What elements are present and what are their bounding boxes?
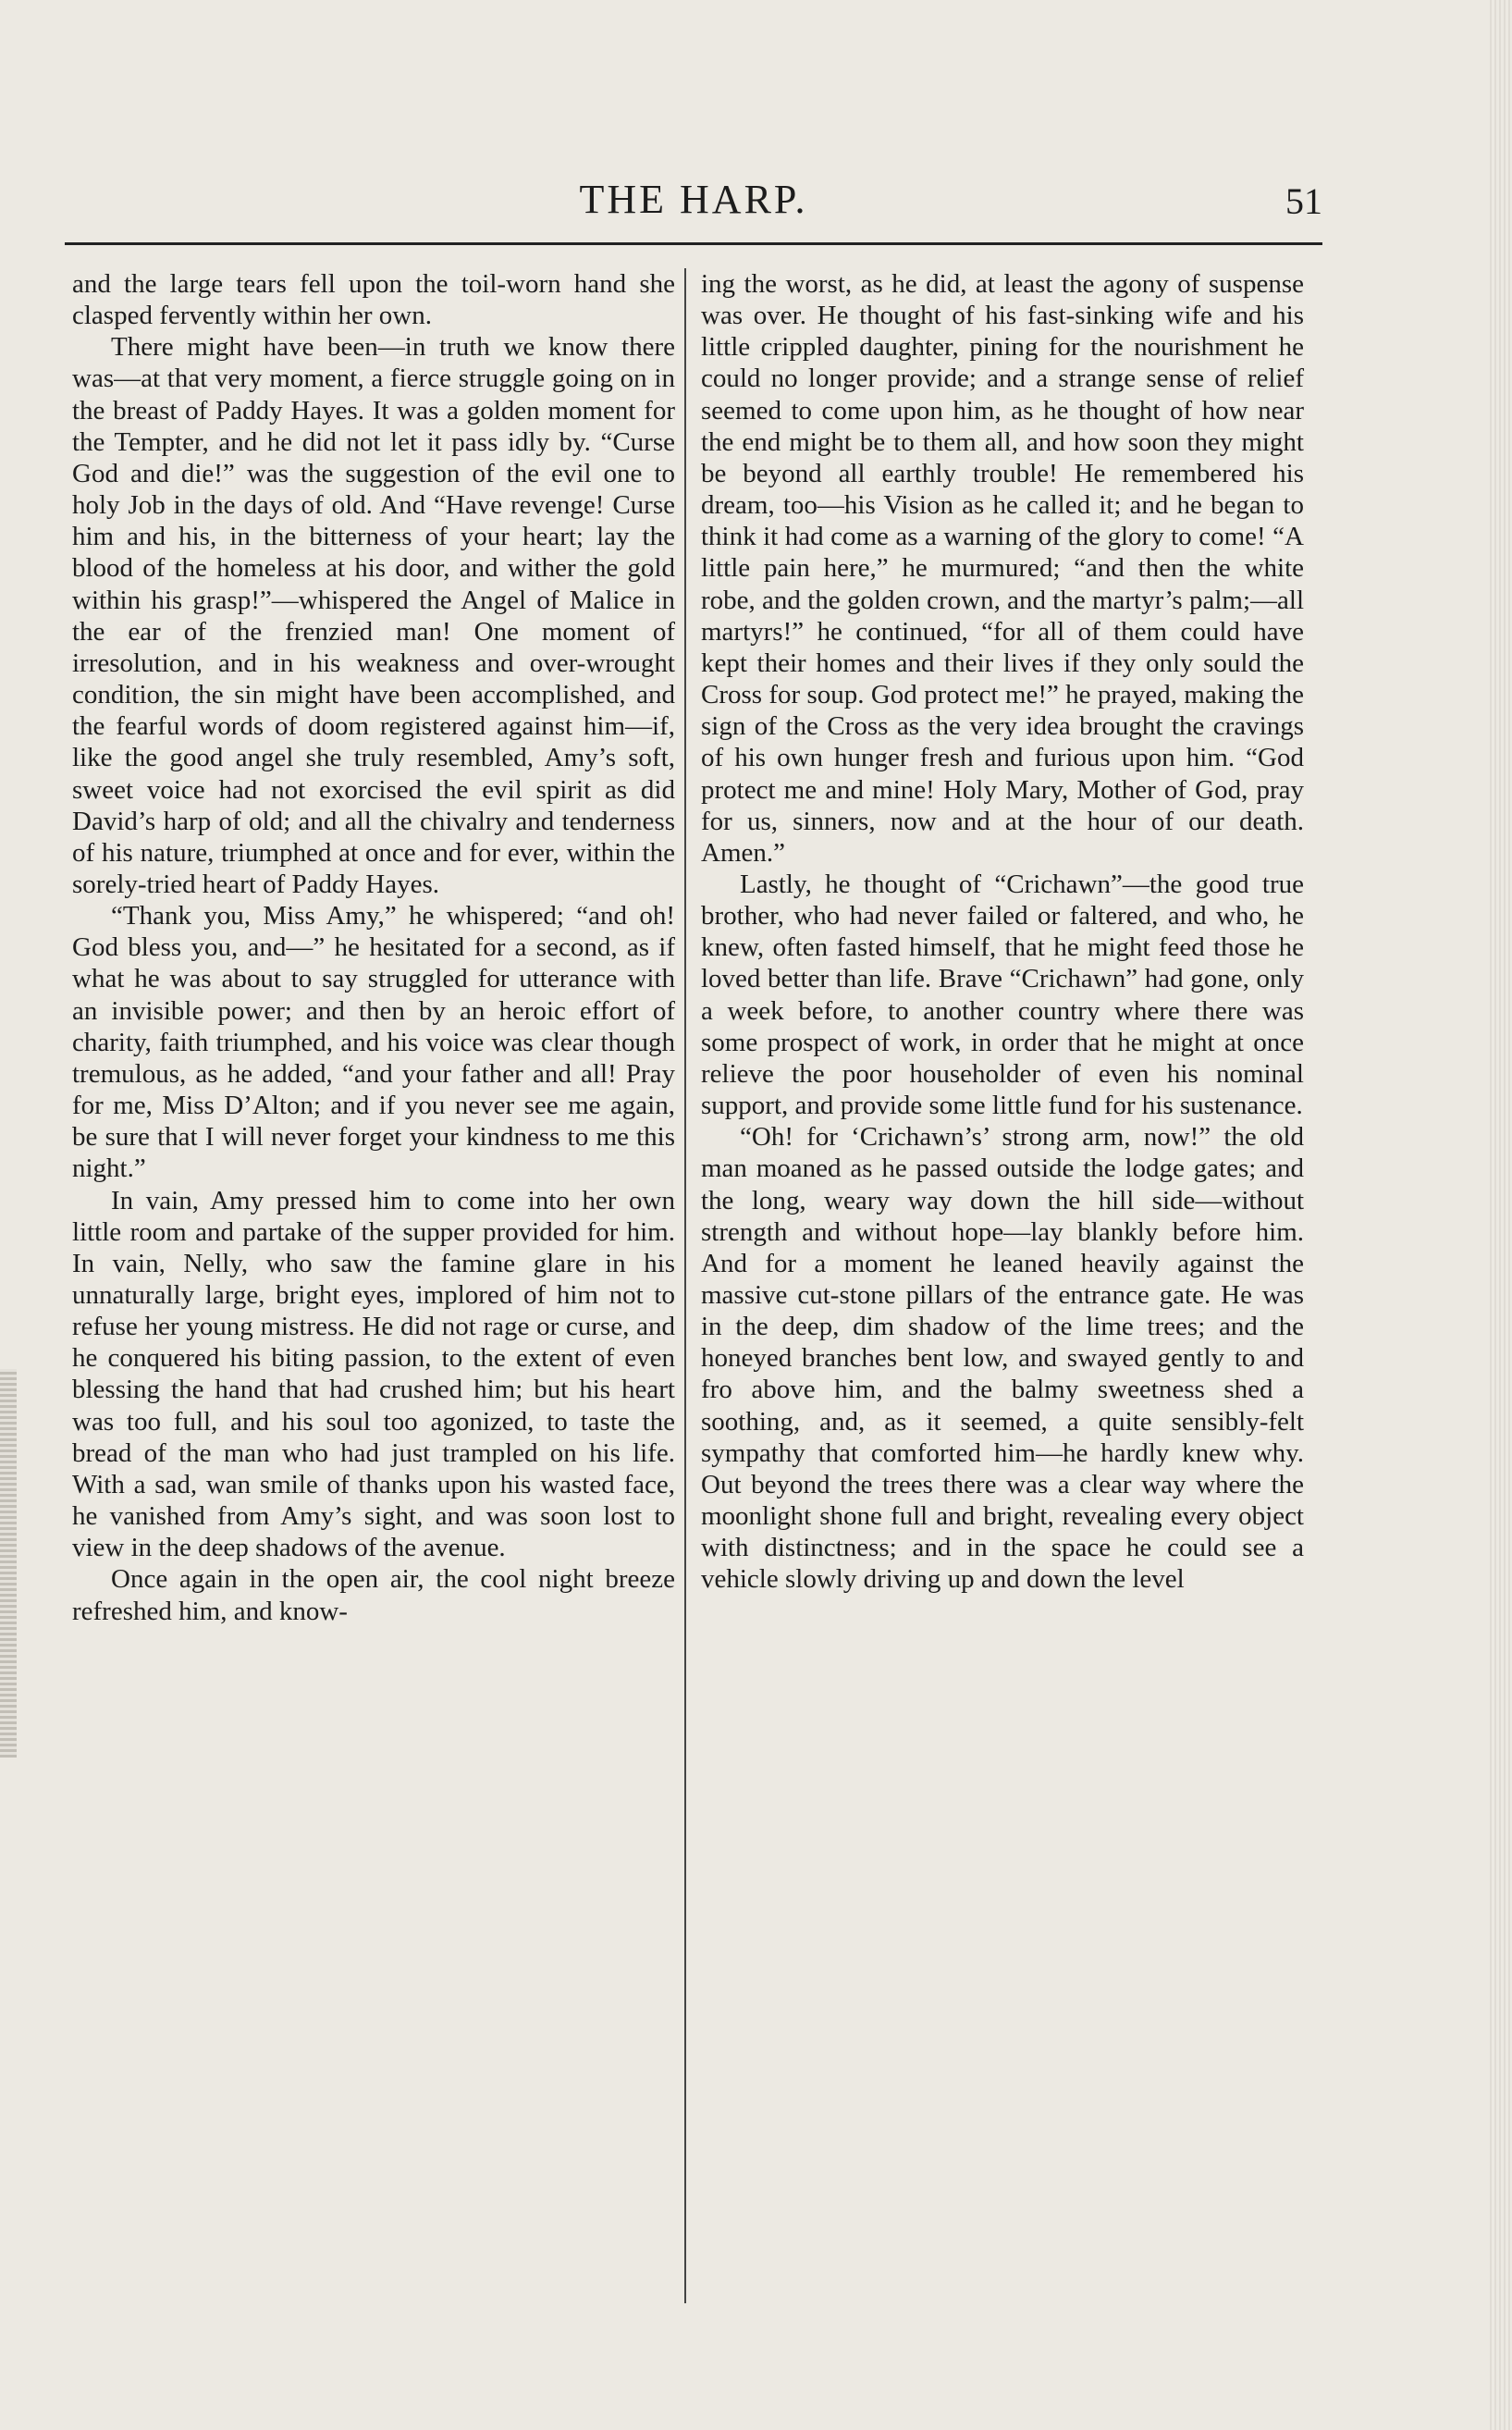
page-number: 51 — [1285, 180, 1322, 222]
page-title: THE HARP. — [579, 177, 808, 222]
paragraph: and the large tears fell upon the toil-worn hand she clasped fervently within her own. — [72, 269, 675, 331]
paragraph: “Oh! for ‘Crichawn’s’ strong arm, now!” the old man moaned as he passed outside the lodge gates; and the long, weary way down the hill side—without strength and without hope—lay blankly before him. And for a moment he leaned heavily against the massive cut-stone pillars of the entrance gate. He was in the deep, dim shadow of the lime trees; and the honeyed branches bent low, and swayed gently to and fro above him, and the balmy sweetness shed a soothing, and, as it seemed, a quite sensibly-felt sympathy that comforted him—he hardly knew why. Out beyond the trees there was a clear way where the moonlight shone full and bright, revealing every object with distinctness; and in the space he could see a vehicle slowly driving up and down the level — [701, 1122, 1304, 1595]
paragraph: There might have been—in truth we know there was—at that very moment, a fierce struggle going on in the breast of Paddy Hayes. It was a golden moment for the Tempter, and he did not let it pass idly by. “Curse God and die!” was the suggestion of the evil one to holy Job in the days of old. And “Have revenge! Curse him and his, in the bitterness of your heart; lay the blood of the homeless at his door, and wither the gold within his grasp!”—whispered the Angel of Malice in the ear of the frenzied man! One moment of irresolution, and in his weakness and over-wrought condition, the sin might have been accomplished, and the fearful words of doom registered against him—if, like the good angel she truly resembled, Amy’s soft, sweet voice had not exorcised the evil spirit as did David’s harp of old; and all the chivalry and tenderness of his nature, triumphed at once and for ever, within the sorely-tried heart of Paddy Hayes. — [72, 332, 675, 899]
page-header — [65, 176, 1322, 241]
column-divider — [684, 268, 686, 2303]
paragraph: “Thank you, Miss Amy,” he whispered; “and oh! God bless you, and—” he hesitated for a second, as if what he was about to say struggled for utterance with an invisible power; and then by an heroic effort of charity, faith triumphed, and his voice was clear though tremulous, as he added, “and your father and all! Pray for me, Miss D’Alton; and if you never see me again, be sure that I will never forget your kindness to me this night.” — [72, 901, 675, 1184]
paragraph: Lastly, he thought of “Crichawn”—the good true brother, who had never failed or faltered, and who, he knew, often fasted himself, that he might feed those he loved better than life. Brave “Crichawn” had gone, only a week before, to another country where there was some prospect of work, in order that he might at once relieve the poor householder of even his nominal support, and provide some little fund for his sustenance. — [701, 869, 1304, 1121]
right-column — [701, 268, 1304, 1596]
scan-edge-left — [0, 1369, 17, 1758]
paragraph: ing the worst, as he did, at least the agony of suspense was over. He thought of his fast-sinking wife and his little crippled daughter, pining for the nourishment he could no longer provide; and a strange sense of relief seemed to come upon him, as he thought of how near the end might be to them all, and how soon they might be beyond all earthly trouble! He remembered his dream, too—his Vision as he called it; and he began to think it had come as a warning of the glory to come! “A little pain here,” he murmured; “and then the white robe, and the golden crown, and the martyr’s palm;—all martyrs!” he continued, “for all of them could have kept their homes and their lives if they only sould the Cross for soup. God protect me!” he prayed, making the sign of the Cross as the very idea brought the cravings of his own hunger fresh and furious upon him. “God protect me and mine! Holy Mary, Mother of God, pray for us, sinners, now and at the hour of our death. Amen.” — [701, 269, 1304, 868]
left-column — [72, 268, 675, 1627]
header-rule — [65, 242, 1322, 245]
scan-edge-right — [1490, 0, 1512, 2430]
paragraph: Once again in the open air, the cool night breeze refreshed him, and know- — [72, 1564, 675, 1626]
paragraph: In vain, Amy pressed him to come into her own little room and partake of the supper provided for him. In vain, Nelly, who saw the famine glare in his unnaturally large, bright eyes, implored of him not to refuse her young mistress. He did not rage or curse, and he conquered his biting passion, to the extent of even blessing the hand that had crushed him; but his heart was too full, and his soul too agonized, to taste the bread of the man who had just trampled on his life. With a sad, wan smile of thanks upon his wasted face, he vanished from Amy’s sight, and was soon lost to view in the deep shadows of the avenue. — [72, 1185, 675, 1563]
